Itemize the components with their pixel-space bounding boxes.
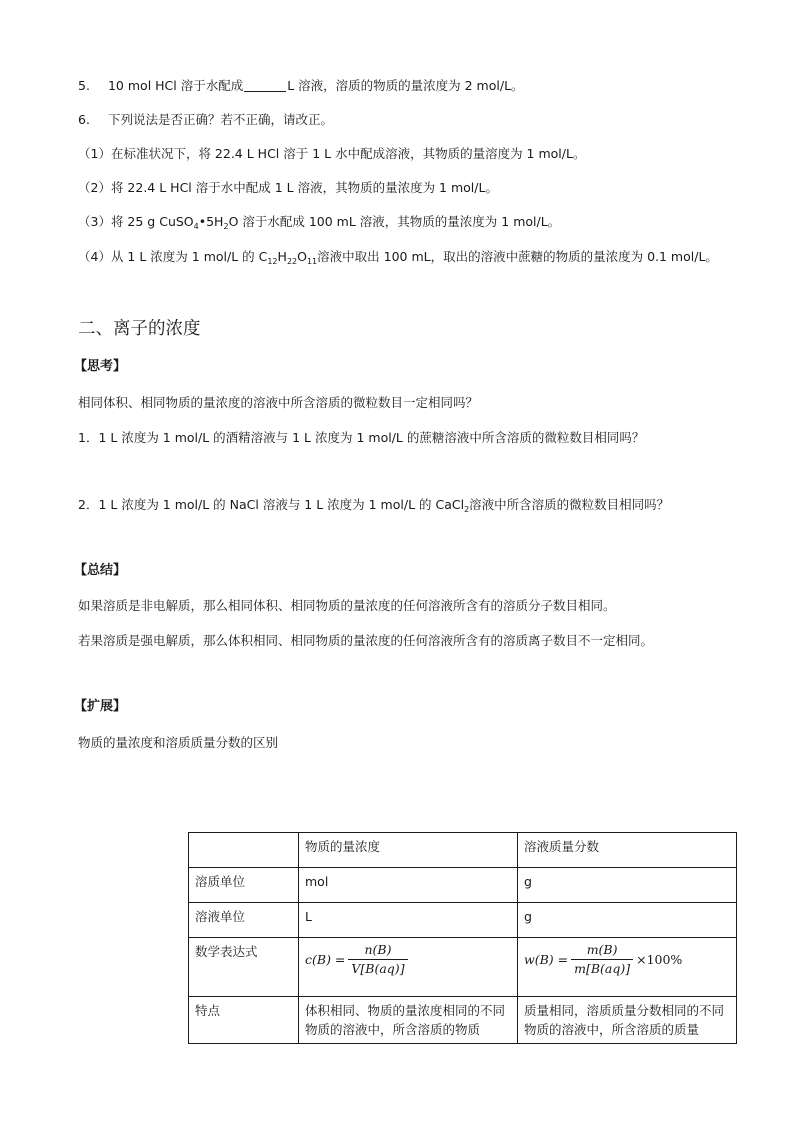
- question-5-text-after: L 溶液，溶质的物质的量浓度为 2 mol/L。: [287, 78, 524, 93]
- formula-numerator: m(B): [586, 942, 618, 957]
- think-question-2-post: 溶液中所含溶质的微粒数目相同吗？: [469, 497, 670, 512]
- formula-fraction: [348, 942, 407, 977]
- table-cell: g: [518, 903, 737, 938]
- subscript: 22: [286, 257, 298, 266]
- table-row: [189, 833, 737, 868]
- subscript: 11: [306, 257, 318, 266]
- table-cell: [518, 938, 737, 997]
- sub-question-4: [78, 249, 718, 265]
- think-question: 相同体积、相同物质的量浓度的溶液中所含溶质的微粒数目一定相同吗？: [78, 395, 479, 410]
- think-label: 【思考】: [74, 359, 127, 374]
- think-question-2: [78, 497, 669, 513]
- table-row: [189, 997, 737, 1044]
- sub-question-3-post: O 溶于水配成 100 mL 溶液，其物质的量浓度为 1 mol/L。: [228, 214, 561, 229]
- table-cell: [189, 833, 299, 868]
- formula-numerator: n(B): [364, 942, 392, 957]
- table-header-mass-fraction: 溶液质量分数: [518, 833, 737, 868]
- mass-fraction-formula: [524, 942, 730, 977]
- sub-question-1: （1）在标准状况下，将 22.4 L HCl 溶于 1 L 水中配成溶液，其物质的量溶度为 1 mol/L。: [78, 146, 586, 161]
- sub-question-3-pre: （3）将 25 g CuSO: [78, 214, 194, 229]
- think-question-2-pre: 2．1 L 浓度为 1 mol/L 的 NaCl 溶液与 1 L 浓度为 1 mol/L 的 CaCl: [78, 497, 465, 512]
- summary-line-2: 若果溶质是强电解质，那么体积相同、相同物质的量浓度的任何溶液所含有的溶质离子数目不一定相同。: [78, 633, 654, 648]
- question-6-text: 下列说法是否正确？若不正确，请改正。: [107, 112, 333, 127]
- table-cell: mol: [299, 868, 518, 903]
- sub-question-3: [78, 214, 560, 230]
- sub-question-4-post: 溶液中取出 100 mL，取出的溶液中蔗糖的物质的量浓度为 0.1 mol/L。: [317, 249, 718, 264]
- table-row-label: 溶液单位: [189, 903, 299, 938]
- table-row: [189, 938, 737, 997]
- formula-denominator: m[B(aq)]: [571, 959, 633, 977]
- summary-label: 【总结】: [74, 563, 127, 578]
- extend-label: 【扩展】: [74, 699, 127, 714]
- formula-fraction: [571, 942, 633, 977]
- formula-lhs: w(B) =: [524, 952, 569, 967]
- formula-part: O: [297, 249, 307, 264]
- table-cell: L: [299, 903, 518, 938]
- table-cell: [299, 938, 518, 997]
- comparison-table: [188, 832, 737, 1044]
- formula-lhs: c(B) =: [305, 952, 346, 967]
- table-row-label: 溶质单位: [189, 868, 299, 903]
- sub-question-3-mid: •5H: [198, 214, 224, 229]
- sub-question-4-pre: （4）从 1 L 浓度为 1 mol/L 的 C: [78, 249, 268, 264]
- formula-part: H: [277, 249, 287, 264]
- table-row: [189, 903, 737, 938]
- table-row-label: 数学表达式: [189, 938, 299, 997]
- think-question-1: 1．1 L 浓度为 1 mol/L 的酒精溶液与 1 L 浓度为 1 mol/L 的蔗糖溶液中所含溶质的微粒数目相同吗？: [78, 430, 645, 445]
- question-5-text-before: 10 mol HCl 溶于水配成: [107, 78, 244, 93]
- question-6-number: 6.: [78, 112, 90, 127]
- subscript: 12: [267, 257, 278, 266]
- table-cell: g: [518, 868, 737, 903]
- answer-blank[interactable]: [244, 79, 286, 92]
- formula-tail: ×100%: [636, 952, 683, 967]
- subscript: 2: [464, 505, 470, 514]
- sub-question-2: （2）将 22.4 L HCl 溶于水中配成 1 L 溶液，其物质的量浓度为 1 mol/L。: [78, 180, 498, 195]
- table-row-label: 特点: [189, 997, 299, 1044]
- summary-line-1: 如果溶质是非电解质，那么相同体积、相同物质的量浓度的任何溶液所含有的溶质分子数目相同。: [78, 598, 616, 613]
- molarity-formula: [305, 942, 511, 977]
- table-cell: 体积相同、物质的量浓度相同的不同物质的溶液中，所含溶质的物质: [299, 997, 518, 1044]
- subscript: 2: [223, 222, 229, 231]
- table-header-molarity: 物质的量浓度: [299, 833, 518, 868]
- section-title: 二、离子的浓度: [78, 319, 201, 339]
- subscript: 4: [193, 222, 199, 231]
- formula-denominator: V[B(aq)]: [348, 959, 407, 977]
- table-row: [189, 868, 737, 903]
- extend-text: 物质的量浓度和溶质质量分数的区别: [78, 735, 279, 750]
- question-6: [78, 112, 333, 128]
- question-5: [78, 78, 524, 94]
- question-5-number: 5.: [78, 78, 90, 93]
- table-cell: 质量相同，溶质质量分数相同的不同物质的溶液中，所含溶质的质量: [518, 997, 737, 1044]
